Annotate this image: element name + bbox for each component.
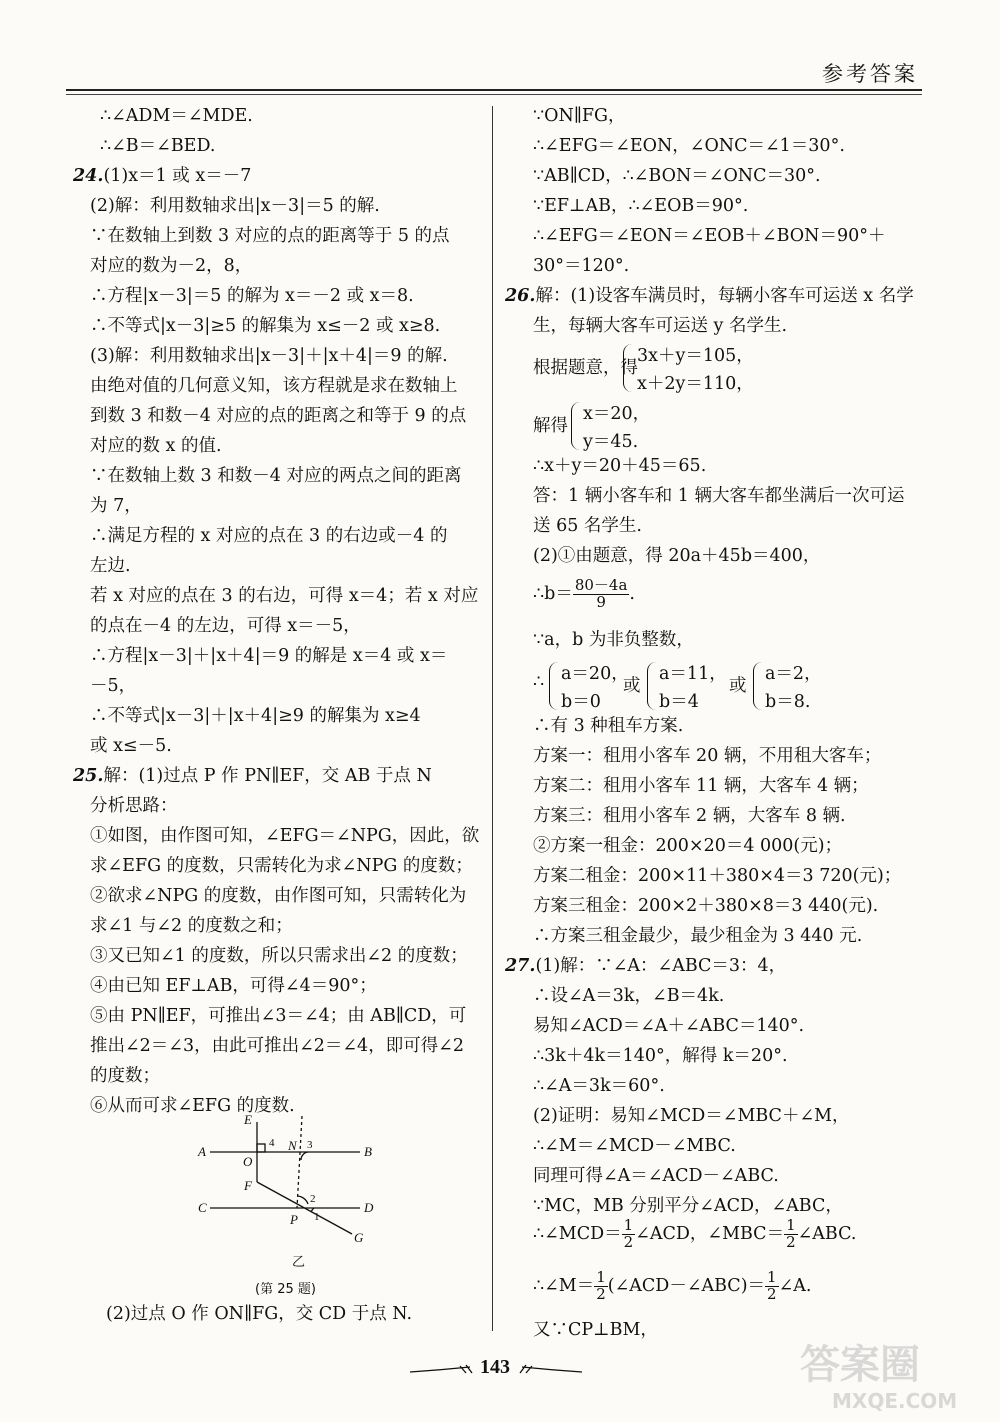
line-text: 对应的数为－2，8， [90,256,253,276]
line-text: ⑤由 PN∥EF，可推出∠3＝∠4；由 AB∥CD，可 [90,1006,467,1026]
question-number: 26. [505,286,536,306]
line-text: ③又已知∠1 的度数，所以只需求出∠2 的度数； [90,946,468,966]
text-line [533,168,821,186]
question-number: 25. [73,766,104,786]
label-o: O [243,1154,253,1169]
text-line [90,918,293,936]
system-row: a＝20， [561,664,629,684]
text-line [90,948,468,966]
brace [623,344,636,392]
text-line [90,708,421,726]
text-line [533,1198,843,1216]
text-line [533,778,869,796]
line-text: ④由已知 EF⊥AB，可得∠4＝90°； [90,976,377,996]
line-text: (2)过点 O 作 ON∥FG，交 CD 于点 N. [106,1304,413,1324]
line-pn [297,1116,302,1208]
text-line [533,988,724,1006]
svg-text:答案圈: 答案圈 [800,1342,920,1388]
line-text: 的点在－4 的左边，可得 x＝－5， [90,616,361,636]
line-text: ∴不等式|x－3|＋|x＋4|≥9 的解集为 x≥4 [90,706,421,726]
header-title: 参考答案 [822,62,918,86]
text-line [533,1018,804,1036]
line-text: ∴x＋y＝20＋45＝65. [533,456,707,476]
watermark-logo [790,1330,970,1415]
line-text: ∴设∠A＝3k，∠B＝4k. [533,986,725,1006]
line-text: 方案一：租用小客车 20 辆，不用租大客车； [533,746,882,766]
line-text: ∴∠EFG＝∠EON，∠ONC＝∠1＝30°. [533,136,845,156]
text-line [100,138,215,156]
text-line [533,1108,850,1126]
text-line [533,548,820,566]
line-text: (2)解：利用数轴求出|x－3|＝5 的解. [90,196,380,216]
line-text: 若 x 对应的点在 3 的右边，可得 x＝4；若 x 对应 [90,586,479,606]
line-text: 解：(1)过点 P 作 PN∥EF，交 AB 于点 N [103,766,432,786]
line-text: 易知∠ACD＝∠A＋∠ABC＝140°. [533,1016,805,1036]
line-text: ∴3k＋4k＝140°，解得 k＝20°. [533,1046,788,1066]
text-line [90,468,461,486]
text-line [90,648,447,666]
text-line [533,518,642,536]
text-line [73,168,251,186]
line-text: 为 7， [90,496,142,516]
line-text: ∴∠M＝∠MCD－∠MBC. [533,1136,736,1156]
text-line [533,318,787,336]
text-line [505,958,786,976]
line-text: 分析思路： [90,796,178,816]
text-line [90,228,450,246]
text-line [90,378,458,396]
line-text: 30°＝120°. [533,256,630,276]
text-line [90,318,440,336]
line-text: 求∠EFG 的度数，只需转化为求∠NPG 的度数； [90,856,473,876]
text-line [533,748,881,766]
line-text: 解：(1)设客车满员时，每辆小客车可运送 x 名学 [535,286,914,306]
text-line [90,408,466,426]
line-text: ①如图，由作图可知，∠EFG＝∠NPG，因此，欲 [90,826,480,846]
system-row: b＝4 [659,692,699,712]
text-line [90,258,252,276]
text-line [90,498,142,516]
line-text: 方案三：租用小客车 2 辆，大客车 8 辆. [533,806,846,826]
system-row: a＝2， [765,664,822,684]
system-row: b＝8. [765,692,811,712]
fraction-line: ∴b＝ $\frac{80-4a}{9}$ . [533,576,635,611]
question-number: 27. [505,956,536,976]
label-b: B [364,1144,372,1159]
text-line [90,798,178,816]
text-line [533,928,862,946]
text-line [533,1168,779,1186]
line-text: 由绝对值的几何意义知，该方程就是求在数轴上 [90,376,458,396]
line-text: 或 x≤－5. [90,736,172,756]
line-text: (2)证明：易知∠MCD＝∠MBC＋∠M， [533,1106,850,1126]
text-line [90,828,479,846]
system-row: y＝45. [583,432,639,452]
geometry-figure [180,1108,390,1273]
page-number: 143 [480,1356,510,1378]
text-line [90,438,222,456]
line-text: ∴∠A＝3k＝60°. [533,1076,665,1096]
line-text: ⑥从而可求∠EFG 的度数. [90,1096,295,1116]
label-angle-2: 2 [310,1193,316,1205]
system-row: b＝0 [561,692,601,712]
text-line [533,718,683,736]
text-line [90,558,131,576]
label-angle-4: 4 [269,1137,275,1149]
fraction-line: ∴∠M＝ $\frac{1}{2}$ (∠ACD－∠ABC)＝ $\frac{1}{2}$ ∠A. [533,1268,812,1303]
text-line [90,588,478,606]
text-line [533,898,878,916]
line-text: 同理可得∠A＝∠ACD－∠ABC. [533,1166,779,1186]
line-text: 送 65 名学生. [533,516,642,536]
text-line [533,488,904,506]
line-text: ∵EF⊥AB，∴∠EOB＝90°. [533,196,749,216]
text-line [533,868,901,886]
text-line [533,228,885,246]
system-row: a＝11， [659,664,727,684]
angle-3-arc [301,1152,308,1160]
text-line [90,198,380,216]
system-row: x＋2y＝110， [637,374,754,394]
line-text: 生，每辆大客车可运送 y 名学生. [533,316,788,336]
line-text: ∵AB∥CD，∴∠BON＝∠ONC＝30°. [533,166,821,186]
line-text: ∴方案三租金最少，最少租金为 3 440 元. [533,926,863,946]
text-line [106,1306,412,1324]
header-rule [66,89,922,91]
line-text: (2)①由题意，得 20a＋45b＝400， [533,546,821,566]
text-line [533,632,694,650]
label-c: C [198,1200,207,1215]
label-g: G [354,1230,364,1245]
text-line [90,618,361,636]
text-line [90,1008,466,1026]
text-line [533,808,846,826]
label-yi: 乙 [292,1255,306,1270]
text-line [90,288,414,306]
fraction-line: ∴∠MCD＝ $\frac{1}{2}$ ∠ACD，∠MBC＝ $\frac{1}{2}$ ∠ABC. [533,1216,857,1251]
line-text: －5， [90,676,137,696]
line-text: 方案三租金：200×2＋380×8＝3 440(元). [533,896,879,916]
footer-ornament-right [516,1364,582,1376]
figure-caption: (第 25 题) [255,1282,316,1297]
therefore: ∴ [533,672,545,692]
text-line [90,1068,160,1086]
text-line [90,978,377,996]
text-line [533,1322,658,1340]
text-line [90,888,466,906]
line-text: ∵在数轴上到数 3 对应的点的距离等于 5 的点 [90,226,450,246]
line-text: 左边. [90,556,131,576]
text-line [533,1048,788,1066]
fraction: $\frac{80-4a}{9}$ [574,576,628,611]
question-number: 24. [73,166,104,186]
line-text: ∵MC，MB 分别平分∠ACD，∠ABC， [533,1196,843,1216]
system-row: 3x＋y＝105， [637,346,754,366]
line-text: (1)x＝1 或 x＝－7 [103,166,252,186]
text-line [533,258,629,276]
svg-text:MXQE.COM: MXQE.COM [832,1389,958,1413]
line-text: 答：1 辆小客车和 1 辆大客车都坐满后一次可运 [533,486,905,506]
column-divider [492,106,493,1331]
text-line [90,1038,464,1056]
line-text: 推出∠2＝∠3，由此可推出∠2＝∠4，即可得∠2 [90,1036,464,1056]
text-line [90,678,136,696]
label-e: E [244,1112,252,1127]
or-word: 或 [729,676,747,696]
line-text: 对应的数 x 的值. [90,436,222,456]
line-text: ∵在数轴上数 3 和数－4 对应的两点之间的距离 [90,466,462,486]
text-line [533,458,706,476]
label-angle-3: 3 [307,1139,313,1151]
line-text: ∵ON∥FG， [533,106,626,126]
text-line [533,838,842,856]
line-text: 又∵CP⊥BM， [533,1320,658,1340]
line-text: ②方案一租金：200×20＝4 000(元)； [533,836,843,856]
text-line [90,858,473,876]
label-d: D [364,1200,374,1215]
line-text: ∴∠ADM＝∠MDE. [100,106,253,126]
system-label: 解得 [533,416,568,436]
header-rule-thin [66,94,922,95]
line-text: ∵a，b 为非负整数， [533,630,694,650]
line-text: ②欲求∠NPG 的度数，由作图可知，只需转化为 [90,886,467,906]
line-text: ∴∠B＝∠BED. [100,136,216,156]
text-line [533,198,748,216]
line-text: 方案二租金：200×11＋380×4＝3 720(元)； [533,866,902,886]
right-angle-mark [257,1144,265,1152]
text-line [100,108,253,126]
text-line [505,288,914,306]
label-p: P [290,1212,298,1227]
line-text: ∴方程|x－3|＝5 的解为 x＝－2 或 x＝8. [90,286,414,306]
line-text: ∴满足方程的 x 对应的点在 3 的右边或－4 的 [90,526,448,546]
text-line [533,1138,736,1156]
line-text: 求∠1 与∠2 的度数之和； [90,916,293,936]
angle-2-arc [297,1196,308,1204]
text-line [533,1078,665,1096]
text-line [90,738,172,756]
line-text: ∴方程|x－3|＋|x＋4|＝9 的解是 x＝4 或 x＝ [90,646,448,666]
text-line [90,528,447,546]
text-line [90,348,448,366]
text-line [533,108,626,126]
text-line [533,138,845,156]
line-text: 到数 3 和数－4 对应的点的距离之和等于 9 的点 [90,406,467,426]
line-text: ∴∠EFG＝∠EON＝∠EOB＋∠BON＝90°＋ [533,226,886,246]
system-row: x＝20， [583,404,651,424]
text-line [73,768,432,786]
line-text: ∴有 3 种租车方案. [533,716,684,736]
line-text: 方案二：租用小客车 11 辆，大客车 4 辆； [533,776,869,796]
footer-ornament-left [410,1364,476,1376]
line-text: ∴不等式|x－3|≥5 的解集为 x≤－2 或 x≥8. [90,316,441,336]
label-a: A [198,1144,206,1159]
line-text: (3)解：利用数轴求出|x－3|＋|x＋4|＝9 的解. [90,346,448,366]
label-n: N [288,1138,297,1153]
system-label: 根据题意，得 [533,358,638,378]
or-word: 或 [623,676,641,696]
label-angle-1: 1 [314,1211,320,1223]
label-f: F [244,1178,252,1193]
line-text: 的度数； [90,1066,160,1086]
line-text: (1)解：∵∠A：∠ABC＝3：4， [535,956,787,976]
